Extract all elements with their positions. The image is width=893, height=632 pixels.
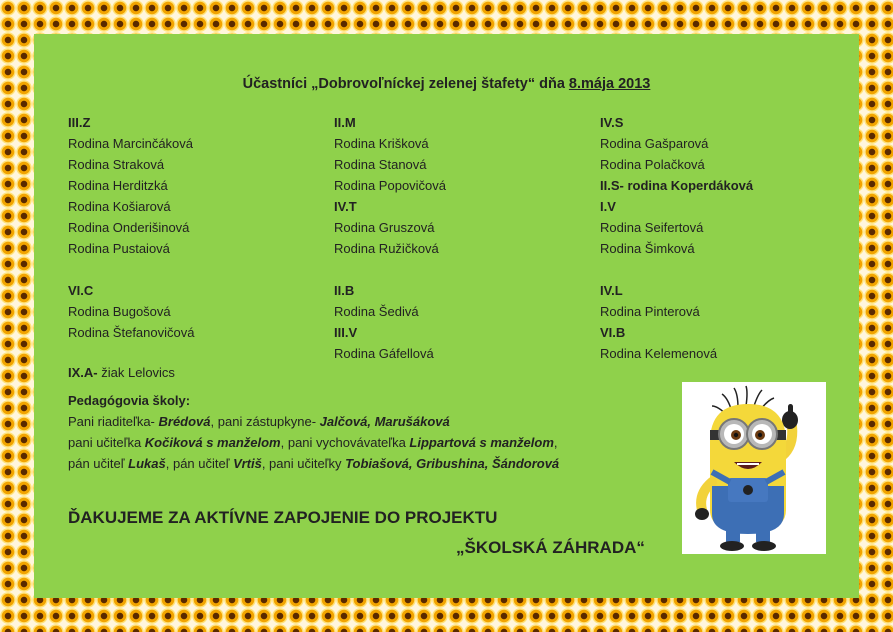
list-item: Rodina Bugošová	[68, 304, 171, 319]
class-heading: IV.T	[334, 199, 357, 214]
column-1	[68, 112, 328, 343]
list-item: Rodina Pinterová	[600, 304, 700, 319]
thanks-line-2: „ŠKOLSKÁ ZÁHRADA“	[456, 538, 645, 557]
document-page	[34, 34, 859, 598]
list-item: Rodina Pustaiová	[68, 241, 170, 256]
bottom-section	[68, 362, 688, 474]
class-heading: IV.L	[600, 283, 623, 298]
list-item: Rodina Herditzká	[68, 178, 168, 193]
list-item: Rodina Krišková	[334, 136, 429, 151]
student-line	[68, 362, 688, 383]
list-item: Rodina Straková	[68, 157, 165, 172]
pedagogy-line-1: Pani riaditeľka- Brédová, pani zástupkyne- Jalčová, Marušáková	[68, 414, 450, 429]
list-item: Rodina Gašparová	[600, 136, 709, 151]
list-item: Rodina Onderišinová	[68, 220, 190, 235]
list-item: Rodina Marcinčáková	[68, 136, 194, 151]
list-item: Rodina Gruszová	[334, 220, 435, 235]
list-item: Rodina Šedivá	[334, 304, 419, 319]
list-item: Rodina Stanová	[334, 157, 427, 172]
class-heading: II.B	[334, 283, 355, 298]
pedagogy-line-3: pán učiteľ Lukaš, pán učiteľ Vrtiš, pani učiteľky Tobiašová, Gribushina, Šándorová	[68, 456, 560, 471]
page-title	[34, 76, 859, 92]
pedagogy-line-2: pani učiteľka Kočiková s manželom, pani vychovávateľka Lippartová s manželom,	[68, 435, 558, 450]
list-item: Rodina Gáfellová	[334, 346, 434, 361]
list-item: Rodina Kelemenová	[600, 346, 718, 361]
minion-image	[682, 382, 826, 554]
column-2	[334, 112, 594, 364]
list-item: Rodina Ružičková	[334, 241, 439, 256]
list-item: Rodina Košiarová	[68, 199, 171, 214]
class-heading: IV.S	[600, 115, 624, 130]
list-item: Rodina Polačková	[600, 157, 705, 172]
column-3	[600, 112, 860, 364]
class-heading: I.V	[600, 199, 616, 214]
minion-icon	[682, 382, 826, 554]
list-item: Rodina Štefanovičová	[68, 325, 195, 340]
list-item: Rodina Popovičová	[334, 178, 447, 193]
title-prefix: Účastníci „Dobrovoľníckej zelenej štafety“ dňa	[242, 76, 569, 92]
class-heading: II.M	[334, 115, 356, 130]
title-date: 8.mája 2013	[568, 76, 651, 92]
class-heading: VI.B	[600, 325, 626, 340]
class-heading: VI.C	[68, 283, 94, 298]
student-class: IX.A-	[68, 365, 98, 380]
class-heading: III.Z	[68, 115, 91, 130]
class-heading: III.V	[334, 325, 358, 340]
pedagogy-title: Pedagógovia školy:	[68, 393, 191, 408]
list-item: Rodina Šimková	[600, 241, 695, 256]
list-item: Rodina Seifertová	[600, 220, 704, 235]
class-heading: II.S- rodina Koperdáková	[600, 178, 754, 193]
student-text: žiak Lelovics	[97, 365, 175, 380]
thanks-line-1: ĎAKUJEME ZA AKTÍVNE ZAPOJENIE DO PROJEKTU	[68, 508, 498, 527]
